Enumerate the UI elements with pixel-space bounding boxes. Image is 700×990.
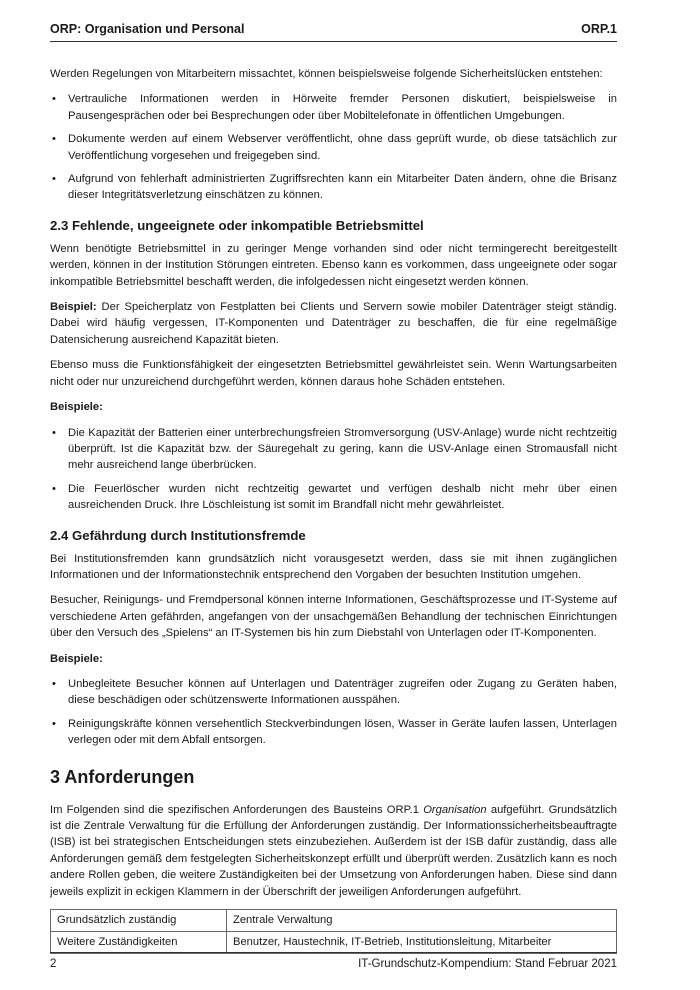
section-2-4-bullet-list [50,676,617,749]
header-chapter-title: ORP: Organisation und Personal [50,22,245,36]
page-header [50,22,617,42]
section-2-3-example-paragraph: Beispiel: Der Speicherplatz von Festplatten bei Clients und Servern sowie mobiler Datenträger steigt ständig. Dabei wird häufig vergessen, IT-Komponenten und Datenträger zu beschaffen, die für eine regelmäßige Datensicherung ausreichend Kapazität bieten. [50,301,617,346]
bullet-icon: • [52,173,56,186]
intro-bullet-list [50,91,617,203]
list-item: • Reinigungskräfte können versehentlich Steckverbindungen lösen, Wasser in Geräte laufen lassen, Unterlagen verlegen oder mit dem Abfall entsorgen. [52,717,617,747]
example-label: Beispiel: [50,301,97,314]
bullet-icon: • [52,133,56,146]
intro-paragraph: Werden Regelungen von Mitarbeitern missachtet, können beispielsweise folgende Sicherheitslücken entstehen: [50,68,603,80]
list-item: • Dokumente werden auf einem Webserver veröffentlicht, ohne dass geprüft wurde, ob diese tatsächlich zur Veröffentlichung vorgesehen und freigegeben sind. [52,133,617,162]
examples-label: Beispiele: [50,401,103,414]
list-item: • Die Feuerlöscher wurden nicht rechtzeitig gewartet und verfügen deshalb nicht mehr über einen ausreichenden Druck. Ihre Löschleistung ist somit im Brandfall nicht mehr gewährleistet. [52,482,617,512]
table-cell: Benutzer, Haustechnik, IT-Betrieb, Institutionsleitung, Mitarbeiter [227,932,617,954]
table-cell: Zentrale Verwaltung [227,910,617,932]
list-item: • Unbegleitete Besucher können auf Unterlagen und Datenträger zugreifen oder Zugang zu Geräten haben, diese beschädigen oder schützenswerte Informationen ausspähen. [52,677,617,707]
examples-label: Beispiele: [50,652,103,665]
module-name-italic: Organisation [423,803,487,816]
table-cell: Weitere Zuständigkeiten [51,932,227,954]
bullet-icon: • [52,677,56,690]
section-heading-3: 3 Anforderungen [50,766,195,787]
page-footer [50,952,617,970]
section-3-paragraph: Im Folgenden sind die spezifischen Anforderungen des Bausteins ORP.1 Organisation aufgeführt. Grundsätzlich ist die Zentrale Verwaltung für die Erfüllung der Anforderungen zuständig. Der Informationssicherheitsbeauftragte (ISB) ist bei strategischen Entscheidungen stets einzubeziehen. Außerdem ist der ISB dafür zuständig, dass alle Anforderungen gemäß dem festgelegten Sicherheitskonzept erfüllt und überprüft werden. Zusätzlich kann es noch andere Rollen geben, die weitere Zuständigkeiten bei der Umsetzung von Anforderungen haben. Diese sind dann jeweils explizit in eckigen Klammern in der Überschrift der jeweiligen Anforderungen aufgeführt. [50,803,617,898]
table-row [51,910,617,932]
section-heading-2-4: 2.4 Gefährdung durch Institutionsfremde [50,527,306,543]
bullet-icon: • [52,717,56,730]
bullet-icon: • [52,482,56,495]
table-row [51,932,617,954]
page-number: 2 [50,958,57,970]
footer-edition: IT-Grundschutz-Kompendium: Stand Februar 2021 [358,958,617,970]
section-heading-2-3: 2.3 Fehlende, ungeeignete oder inkompatible Betriebsmittel [50,217,424,233]
section-2-4-paragraph-1: Bei Institutionsfremden kann grundsätzlich nicht vorausgesetzt werden, dass sie mit ihnen zugänglichen Informationen und der Informationstechnik entsprechend den Vorgaben der besuchten Institution umgehen. [50,552,617,581]
bullet-icon: • [52,93,56,106]
page-content [50,66,617,954]
section-2-3-paragraph-1: Wenn benötigte Betriebsmittel in zu geringer Menge vorhanden sind oder nicht termingerecht bereitgestellt werden, können in der Institution Störungen eintreten. Ebenso kann es vorkommen, dass ungeeignete oder sogar inkompatible Betriebsmittel beschafft werden, die infolgedessen nicht eingesetzt werden können. [50,242,617,288]
section-2-4-paragraph-2: Besucher, Reinigungs- und Fremdpersonal können interne Informationen, Geschäftsprozesse und IT-Systeme auf verschiedene Arten gefährden, angefangen von der unsachgemäßen Behandlung der technischen Einrichtungen über den Versuch des „Spielens“ an IT-Systemen bis hin zum Diebstahl von Unterlagen oder IT-Komponenten. [50,594,617,640]
section-2-3-paragraph-3: Ebenso muss die Funktionsfähigkeit der eingesetzten Betriebsmittel gewährleistet sein. Wenn Wartungsarbeiten nicht oder nur unzureichend durchgeführt werden, können daraus hohe Schäden entstehen. [50,359,617,388]
header-module-id: ORP.1 [581,22,617,36]
list-item: • Die Kapazität der Batterien einer unterbrechungsfreien Stromversorgung (USV-Anlage) wurde nicht rechtzeitig überprüft. Ist die Kapazität bzw. der Säuregehalt zu gering, kann die USV-Anlage einen Stromausfall nicht mehr ausreichend lange überbrücken. [52,426,617,472]
bullet-icon: • [52,426,56,439]
responsibilities-table [50,909,617,954]
table-cell: Grundsätzlich zuständig [51,910,227,932]
list-item: • Aufgrund von fehlerhaft administrierten Zugriffsrechten kann ein Mitarbeiter Daten ändern, ohne die Brisanz dieser Integritätsverletzung einschätzen zu können. [52,173,617,202]
section-2-3-bullet-list [50,425,617,514]
list-item: • Vertrauliche Informationen werden in Hörweite fremder Personen diskutiert, beispielsweise in Pausengesprächen oder bei Besprechungen oder über Mobiltelefonate in öffentlichen Umgebungen. [52,93,617,122]
